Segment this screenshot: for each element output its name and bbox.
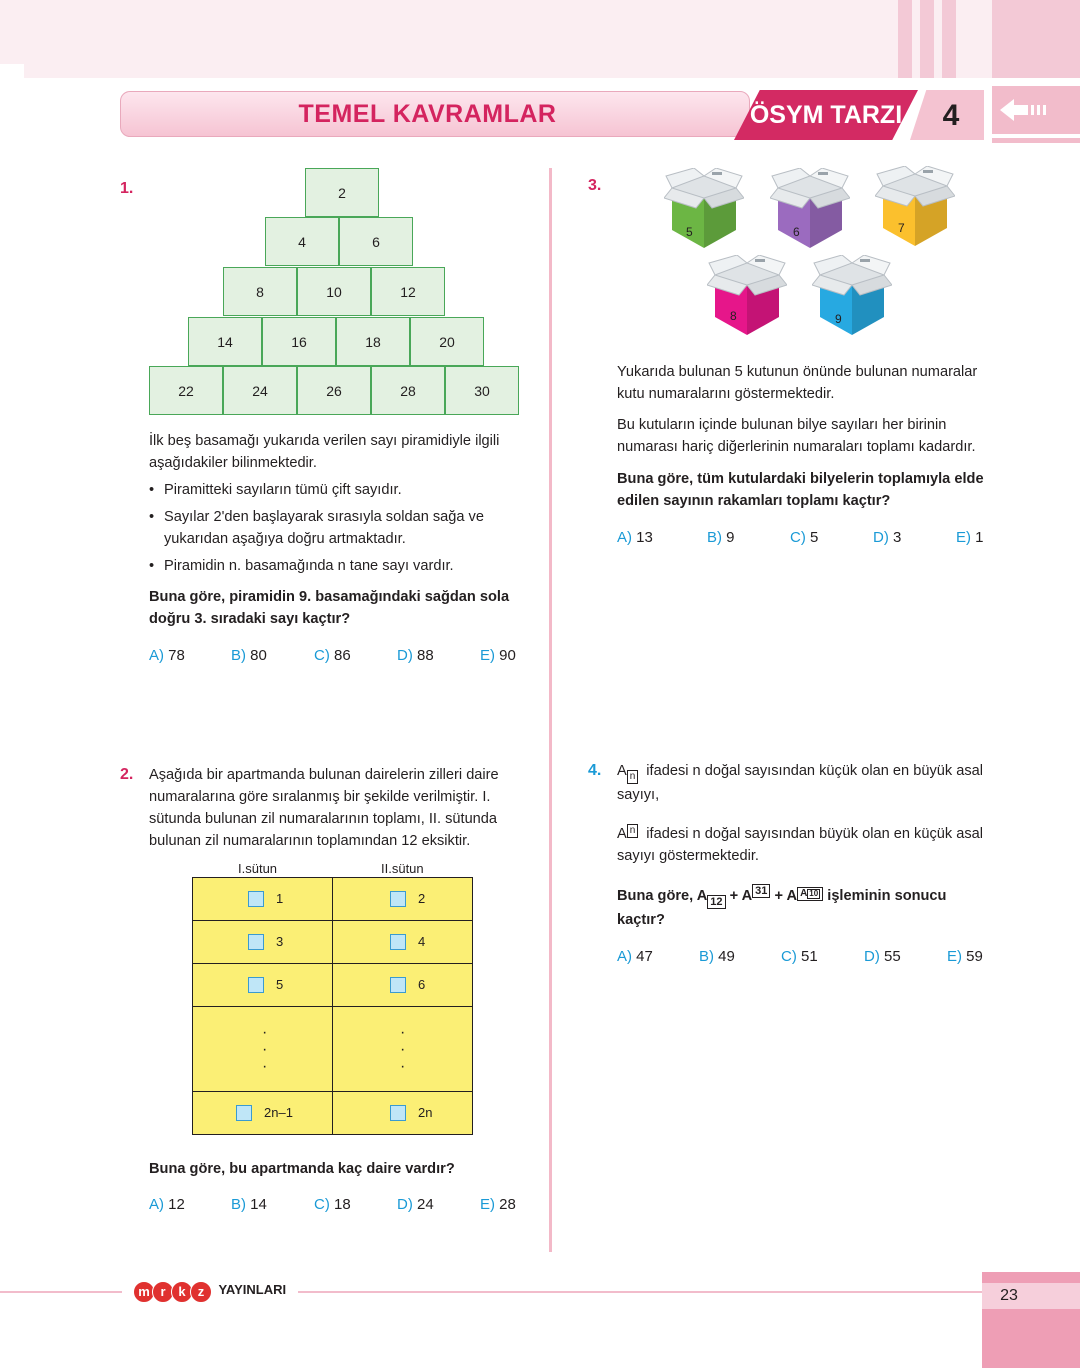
header-underline — [992, 138, 1080, 143]
question-4-prompt: Buna göre, A 12 + A 31 + A A 10 işleminin sonucu kaçtır? — [617, 885, 947, 928]
question-4-options — [617, 948, 985, 968]
box-icon — [812, 255, 892, 339]
box-number: 7 — [898, 221, 905, 235]
question-3-number: 3. — [588, 177, 602, 194]
column-2-header: II.sütun — [381, 861, 424, 876]
open-box — [664, 168, 744, 252]
top-stripe — [898, 0, 912, 78]
option-d[interactable]: D) 55 — [864, 948, 901, 965]
box-subscript: n — [627, 770, 639, 784]
pyramid-cell: 26 — [297, 366, 371, 415]
pyramid-cell: 28 — [371, 366, 445, 415]
option-d[interactable]: D) 24 — [397, 1196, 434, 1213]
pyramid-cell: 20 — [410, 317, 484, 366]
option-a[interactable]: A) 12 — [149, 1196, 185, 1213]
question-3-options — [617, 529, 985, 549]
osym-badge-label: ÖSYM TARZI — [749, 101, 903, 129]
option-c[interactable]: C) 18 — [314, 1196, 351, 1213]
test-number: 4 — [942, 99, 960, 132]
pyramid-cell: 24 — [223, 366, 297, 415]
pyramid-cell: 14 — [188, 317, 262, 366]
question-2-options — [149, 1196, 521, 1216]
table-cell — [333, 1007, 473, 1092]
box-superscript: n — [627, 824, 639, 838]
pyramid-cell: 4 — [265, 217, 339, 266]
doorbell-icon — [248, 977, 264, 993]
table-cell: 6 — [333, 964, 473, 1007]
pyramid-cell: 16 — [262, 317, 336, 366]
doorbell-icon — [248, 891, 264, 907]
table-cell: 1 — [193, 878, 333, 921]
option-a[interactable]: A) 47 — [617, 948, 653, 965]
option-c[interactable]: C) 86 — [314, 647, 351, 664]
doorbell-icon — [236, 1105, 252, 1121]
question-4-definition-2 — [617, 823, 987, 867]
page-number: 23 — [1000, 1287, 1018, 1304]
pyramid-cell: 12 — [371, 267, 445, 316]
doorbell-icon — [390, 1105, 406, 1121]
option-b[interactable]: B) 9 — [707, 529, 735, 546]
table-cell: 2n–1 — [193, 1092, 333, 1135]
box-subscript: 12 — [707, 895, 725, 909]
box-number: 8 — [730, 309, 737, 323]
table-cell: 2n — [333, 1092, 473, 1135]
option-e[interactable]: E) 90 — [480, 647, 516, 664]
open-box — [875, 166, 955, 250]
option-b[interactable]: B) 14 — [231, 1196, 267, 1213]
box-number: 5 — [686, 225, 693, 239]
option-e[interactable]: E) 59 — [947, 948, 983, 965]
doorbell-table — [192, 877, 473, 1135]
doorbell-icon — [248, 934, 264, 950]
doorbell-icon — [390, 934, 406, 950]
table-cell: 2 — [333, 878, 473, 921]
pyramid-cell: 6 — [339, 217, 413, 266]
bullet-item: • Piramitteki sayıların tümü çift sayıdır. — [149, 479, 521, 501]
definition-text: ifadesi n doğal sayısından büyük olan en küçük asal sayıyı göstermektedir. — [617, 826, 983, 864]
pyramid-cell: 22 — [149, 366, 223, 415]
open-box — [812, 255, 892, 339]
question-3-paragraph-1: Yukarıda bulunan 5 kutunun önünde bulunan numaralar kutu numaralarını göstermektedir. — [617, 364, 978, 402]
question-2-prompt: Buna göre, bu apartmanda kaç daire vardır? — [149, 1161, 455, 1177]
column-divider — [549, 168, 552, 1252]
ellipsis-icon: · · · — [400, 1023, 406, 1075]
pyramid-cell: 30 — [445, 366, 519, 415]
option-e[interactable]: E) 1 — [956, 529, 984, 546]
option-a[interactable]: A) 78 — [149, 647, 185, 664]
box-number: 9 — [835, 312, 842, 326]
question-4-number: 4. — [588, 762, 602, 779]
box-superscript: 31 — [752, 884, 770, 898]
top-stripe — [942, 0, 956, 78]
top-stripe — [992, 0, 1080, 78]
question-3-paragraph-2: Bu kutuların içinde bulunan bilye sayıları her birinin numarası hariç diğerlerinin numaraları toplamı kadardır. — [617, 417, 976, 455]
table-cell: 4 — [333, 921, 473, 964]
option-c[interactable]: C) 51 — [781, 948, 818, 965]
back-arrow-icon — [992, 86, 1080, 134]
table-cell — [193, 1007, 333, 1092]
option-b[interactable]: B) 80 — [231, 647, 267, 664]
box-icon — [770, 168, 850, 252]
doorbell-icon — [390, 891, 406, 907]
symbol-a: A — [617, 763, 627, 779]
question-2-intro: Aşağıda bir apartmanda bulunan dairelerin zilleri daire numaralarına göre sıralanmış bir şekilde verilmiştir. I. sütunda bulunan zil numaralarının toplamı, II. sütunda bulunan zil numaralarının toplamından 12 eksiktir. — [149, 767, 499, 849]
ellipsis-icon: · · · — [262, 1023, 268, 1075]
back-arrow-box — [992, 86, 1080, 134]
symbol-a: A — [617, 826, 627, 842]
open-box — [707, 255, 787, 339]
question-1-options — [149, 647, 521, 667]
publisher-logo: m r k z YAYINLARI — [133, 1281, 286, 1303]
pyramid-cell: 18 — [336, 317, 410, 366]
option-a[interactable]: A) 13 — [617, 529, 653, 546]
footer-line — [298, 1291, 982, 1293]
publisher-name: YAYINLARI — [218, 1282, 287, 1297]
doorbell-icon — [390, 977, 406, 993]
box-icon — [875, 166, 955, 250]
top-band-notch — [0, 0, 24, 64]
nested-box-expression: A 10 — [797, 887, 823, 901]
question-1-number: 1. — [120, 180, 134, 197]
option-b[interactable]: B) 49 — [699, 948, 735, 965]
pyramid-cell: 10 — [297, 267, 371, 316]
pyramid-cell: 8 — [223, 267, 297, 316]
question-1-prompt: Buna göre, piramidin 9. basamağındaki sağdan sola doğru 3. sıradaki sayı kaçtır? — [149, 589, 510, 627]
box-number: 6 — [793, 225, 800, 239]
option-c[interactable]: C) 5 — [790, 529, 819, 546]
section-title: TEMEL KAVRAMLAR — [298, 100, 557, 128]
pyramid-cell: 2 — [305, 168, 379, 217]
definition-text: ifadesi n doğal sayısından küçük olan en büyük asal sayıyı, — [617, 763, 983, 803]
option-d[interactable]: D) 88 — [397, 647, 434, 664]
open-box — [770, 168, 850, 252]
column-1-header: I.sütun — [238, 861, 278, 876]
option-d[interactable]: D) 3 — [873, 529, 902, 546]
box-icon — [707, 255, 787, 339]
question-1-bullets — [149, 479, 521, 582]
option-e[interactable]: E) 28 — [480, 1196, 516, 1213]
box-icon — [664, 168, 744, 252]
question-1-intro: İlk beş basamağı yukarıda verilen sayı piramidiyle ilgili aşağıdakiler bilinmektedir. — [149, 433, 500, 471]
footer-line — [0, 1291, 122, 1293]
bullet-item: • Sayılar 2'den başlayarak sırasıyla soldan sağa ve yukarıdan aşağıya doğru artmaktadır. — [149, 506, 521, 550]
question-3-prompt: Buna göre, tüm kutulardaki bilyelerin toplamıyla elde edilen sayının rakamları toplamı kaçtır? — [617, 471, 984, 509]
question-2-number: 2. — [120, 766, 134, 783]
table-cell: 3 — [193, 921, 333, 964]
table-cell: 5 — [193, 964, 333, 1007]
bullet-item: • Piramidin n. basamağında n tane sayı vardır. — [149, 555, 521, 577]
question-4-definition-1 — [617, 760, 987, 806]
top-stripe — [920, 0, 934, 78]
